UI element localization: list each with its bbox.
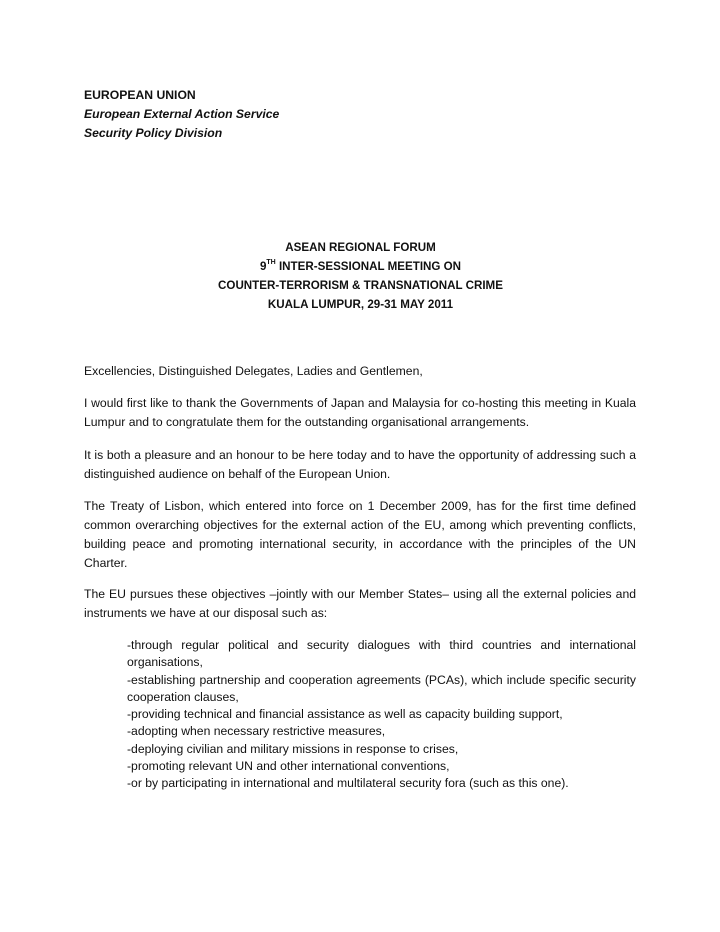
heading-meeting-title: INTER-SESSIONAL MEETING ON (275, 260, 462, 273)
paragraph-text: Excellencies, Distinguished Delegates, Ladies and Gentlemen, (84, 364, 423, 378)
list-item: -promoting relevant UN and other international conventions, (127, 759, 450, 774)
list-item: -providing technical and financial assistance as well as capacity building support, (127, 707, 563, 722)
instruments-list (127, 637, 636, 793)
heading-forum: ASEAN REGIONAL FORUM (285, 241, 436, 254)
paragraph-objectives (84, 585, 636, 623)
paragraph-text: The EU pursues these objectives –jointly with our Member States– using all the external policies and instruments we have at our disposal such as: (84, 587, 636, 620)
heading-ordinal-suffix: TH (266, 259, 276, 267)
sender-organisation: EUROPEAN UNION (84, 88, 196, 102)
list-item: -establishing partnership and cooperation agreements (PCAs), which include specific security cooperation clauses, (127, 672, 636, 704)
heading-location-date: KUALA LUMPUR, 29-31 MAY 2011 (267, 298, 454, 311)
list-item: -deploying civilian and military missions in response to crises, (127, 741, 459, 756)
event-heading (84, 238, 637, 314)
heading-ordinal-number: 9 (259, 260, 267, 273)
list-item: -through regular political and security dialogues with third countries and international organisations, (127, 638, 636, 670)
paragraph-pleasure (84, 446, 636, 484)
list-item: -or by participating in international and multilateral security fora (such as this one). (127, 776, 569, 791)
sender-block (84, 86, 279, 143)
heading-meeting (84, 257, 637, 276)
paragraph-text: It is both a pleasure and an honour to be here today and to have the opportunity of addressing such a distinguished audience on behalf of the European Union. (84, 448, 636, 481)
sender-division: Security Policy Division (84, 126, 223, 140)
list-item: -adopting when necessary restrictive measures, (127, 724, 386, 739)
sender-service: European External Action Service (84, 107, 280, 121)
paragraph-lisbon-treaty (84, 497, 636, 573)
paragraph-text: I would first like to thank the Governments of Japan and Malaysia for co-hosting this meeting in Kuala Lumpur and to congratulate them for the outstanding organisational arrangements. (84, 396, 636, 429)
paragraph-text: The Treaty of Lisbon, which entered into force on 1 December 2009, has for the first time defined common overarching objectives for the external action of the EU, among which preventing conflicts, building peace and promoting international security, in accordance with the principles of the UN Charter. (84, 499, 636, 570)
paragraph-salutation (84, 362, 636, 381)
heading-topic: COUNTER-TERRORISM & TRANSNATIONAL CRIME (218, 279, 503, 292)
paragraph-thanks (84, 394, 636, 432)
